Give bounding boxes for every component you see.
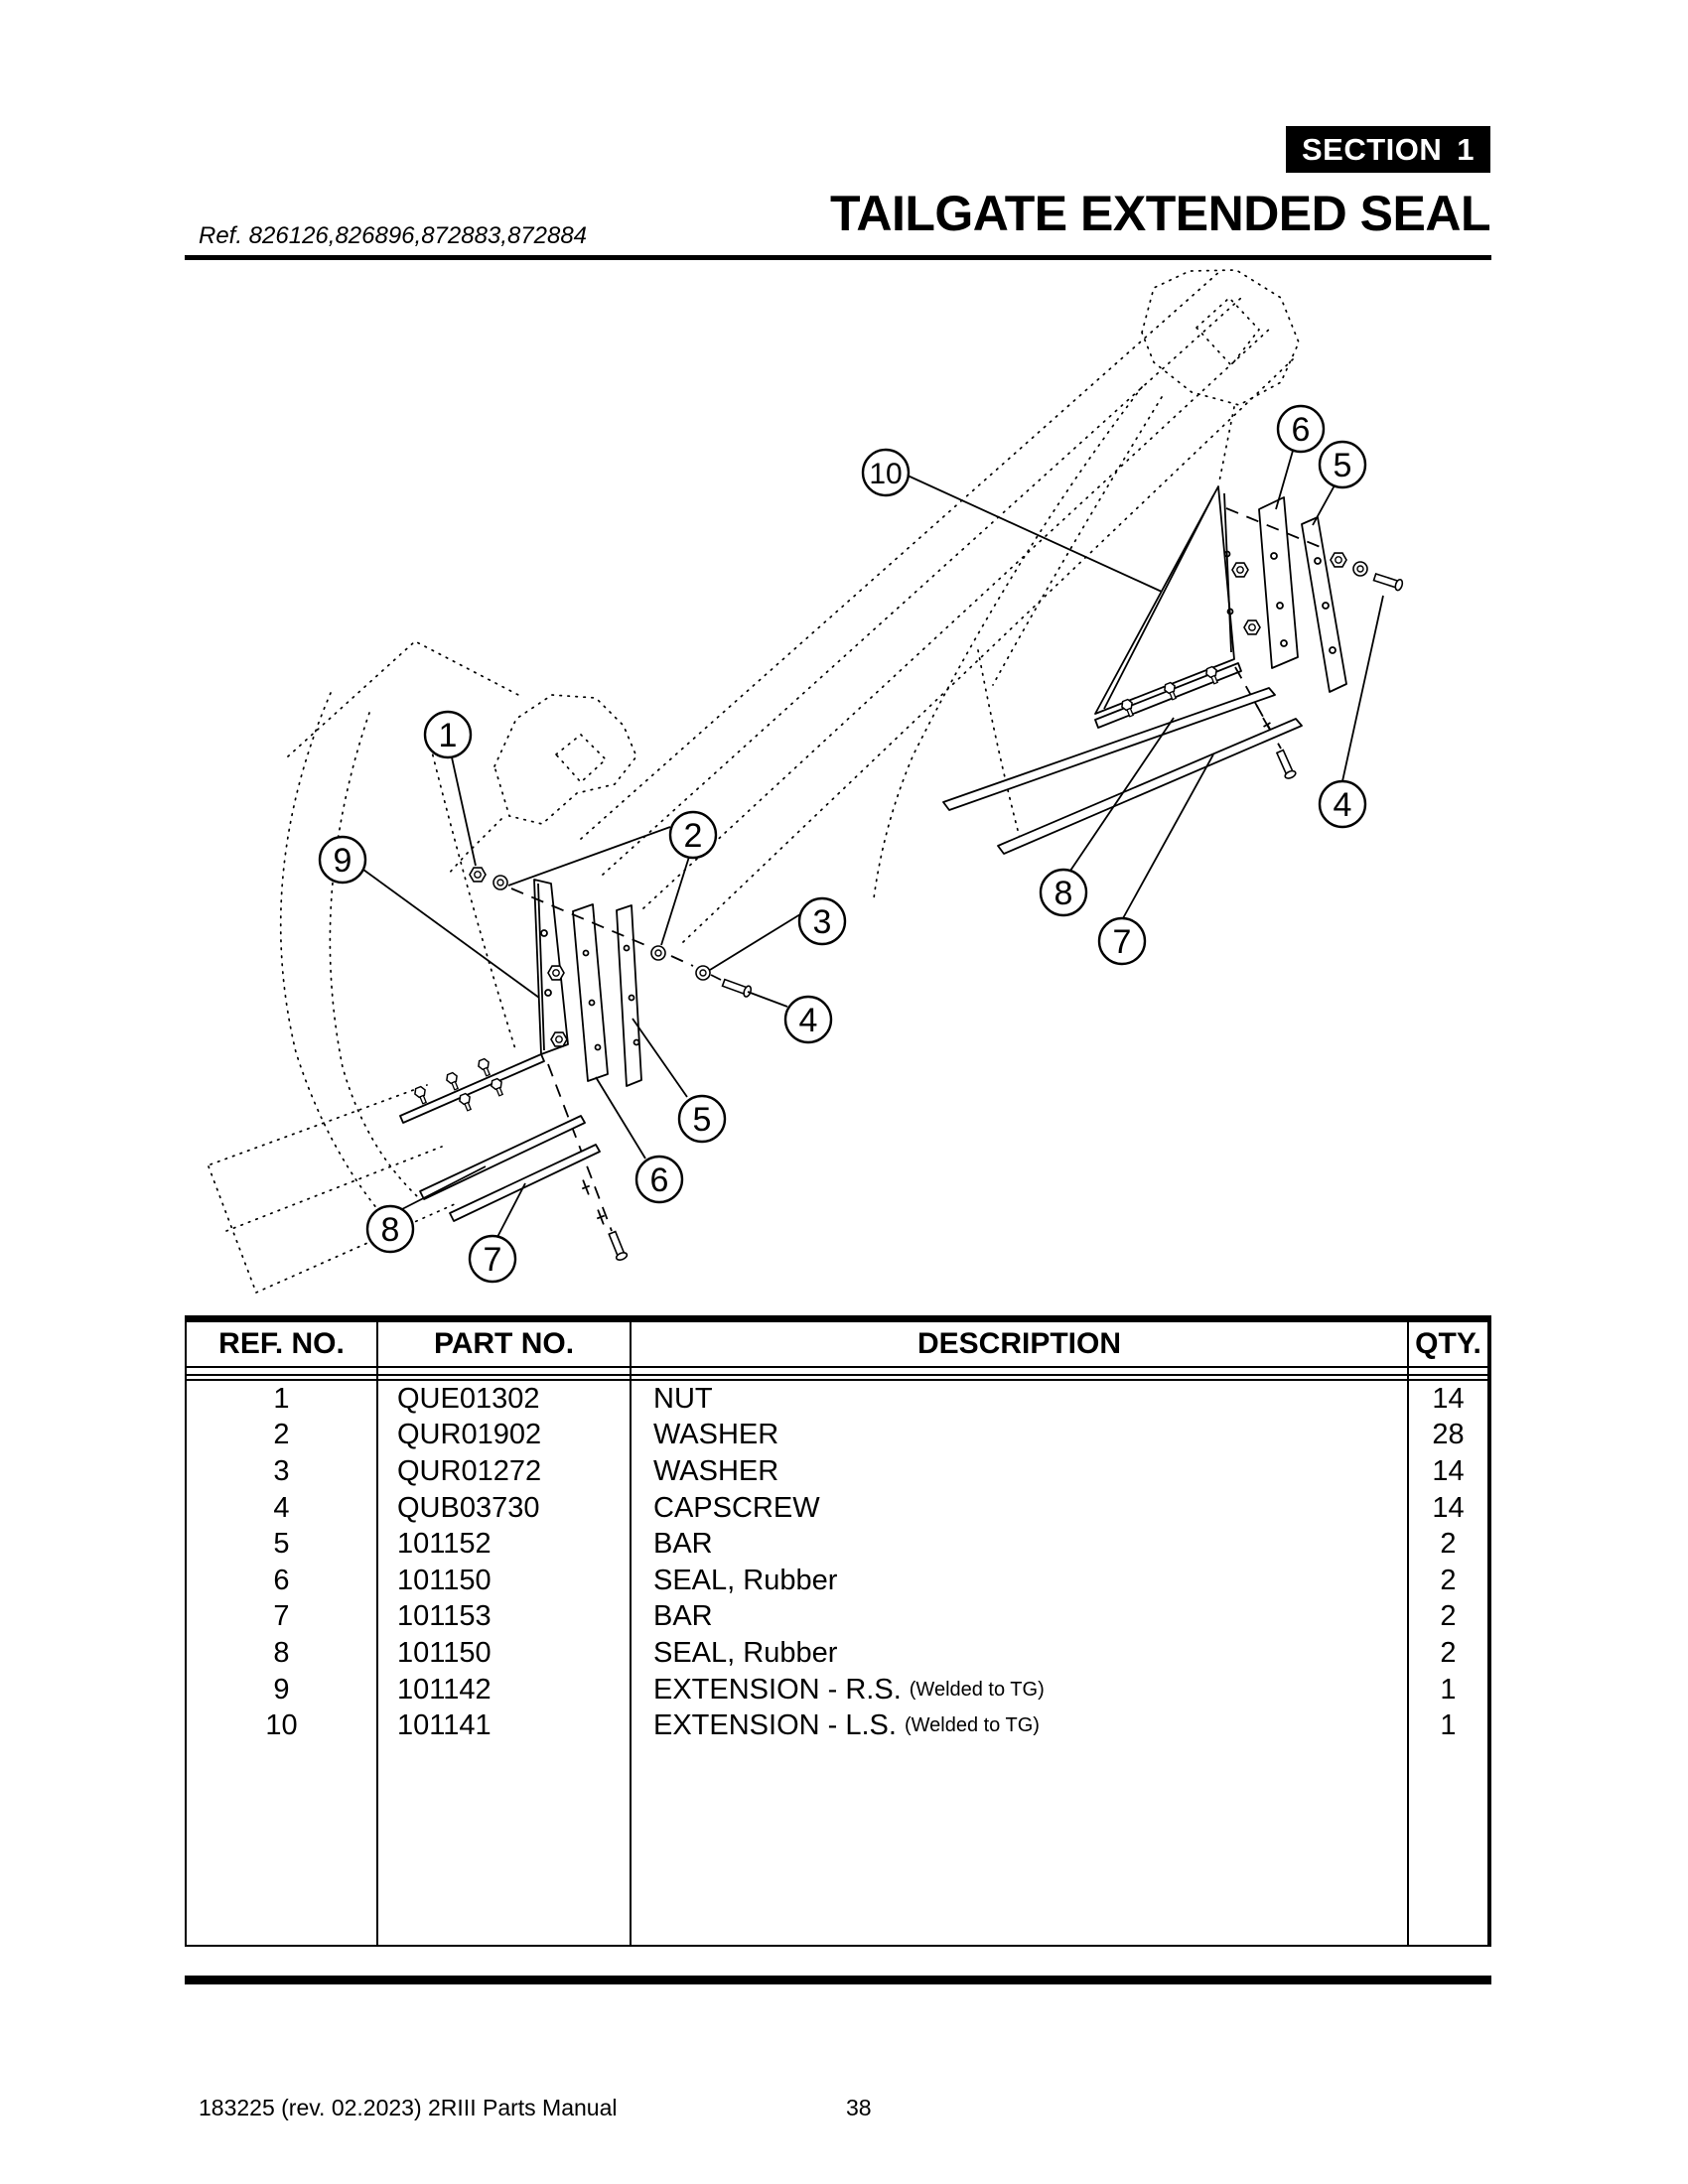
table-row-cell: 14: [1432, 1491, 1465, 1524]
footer-page-number: 38: [846, 2095, 872, 2120]
table-row-cell: 1: [1440, 1709, 1457, 1742]
callout-3: [799, 898, 845, 944]
description-note: (Welded to TG): [904, 1714, 1040, 1737]
svg-text:7: 7: [483, 1241, 502, 1280]
svg-text:3: 3: [812, 903, 832, 942]
table-row-cell: 101152: [397, 1528, 492, 1561]
table-row-cell: QUB03730: [397, 1491, 540, 1524]
svg-text:4: 4: [798, 1002, 818, 1040]
callout-7: [1099, 918, 1145, 964]
callout-2: [670, 812, 716, 858]
table-row-cell: QUR01272: [397, 1454, 542, 1487]
page-title: TAILGATE EXTENDED SEAL: [830, 186, 1490, 241]
column-description: [632, 1322, 1409, 1945]
svg-text:2: 2: [683, 817, 703, 856]
description-note: (Welded to TG): [909, 1678, 1045, 1701]
table-row-cell: WASHER: [653, 1419, 779, 1451]
column-header-description: DESCRIPTION: [632, 1322, 1407, 1368]
section-badge: [1286, 126, 1490, 173]
svg-text:8: 8: [380, 1211, 400, 1250]
callout-6: [636, 1157, 682, 1202]
column-header-part-no: PART NO.: [378, 1322, 630, 1368]
table-row-cell: QUE01302: [397, 1382, 540, 1415]
table-row-cell: 101150: [397, 1636, 492, 1669]
table-row-cell: EXTENSION - R.S. (Welded to TG): [653, 1673, 1045, 1706]
footer-document-info: 183225 (rev. 02.2023) 2RIII Parts Manual: [199, 2095, 618, 2120]
table-row-cell: 5: [273, 1528, 290, 1561]
table-row-cell: EXTENSION - L.S. (Welded to TG): [653, 1709, 1040, 1742]
svg-text:7: 7: [1112, 923, 1132, 962]
column-qty: [1409, 1322, 1489, 1945]
table-row-cell: 4: [273, 1491, 290, 1524]
callout-8: [367, 1206, 413, 1252]
svg-text:5: 5: [1333, 447, 1352, 485]
callout-6: [1278, 406, 1324, 452]
seal-strip: [573, 904, 608, 1081]
svg-text:9: 9: [333, 842, 352, 881]
table-row-cell: NUT: [653, 1382, 713, 1415]
table-row-cell: 7: [273, 1600, 290, 1633]
callout-4: [785, 997, 831, 1042]
machine-outline-dotted: [209, 270, 1299, 1293]
callout-4: [1320, 781, 1365, 827]
footer-rule: [185, 1976, 1491, 1984]
bar-strip-lower: [450, 1145, 600, 1221]
table-row-cell: 2: [1440, 1636, 1457, 1669]
table-row-cell: 6: [273, 1564, 290, 1596]
table-row-cell: 3: [273, 1454, 290, 1487]
callout-5: [1320, 442, 1365, 487]
bar-strip: [1302, 517, 1346, 692]
column-ref-no: [187, 1322, 378, 1945]
section-label: SECTION: [1302, 131, 1443, 167]
header-rule: [185, 255, 1491, 260]
table-row-cell: 2: [1440, 1564, 1457, 1596]
table-row-cell: 1: [273, 1382, 290, 1415]
svg-text:6: 6: [1291, 411, 1311, 450]
header-double-rule: [187, 1374, 1489, 1381]
callout-9: [320, 837, 365, 883]
table-row-cell: 2: [1440, 1600, 1457, 1633]
table-row-cell: WASHER: [653, 1454, 779, 1487]
leader-lines: [363, 451, 1383, 1237]
table-row-cell: SEAL, Rubber: [653, 1636, 838, 1669]
table-row-cell: BAR: [653, 1528, 713, 1561]
table-row-cell: 10: [265, 1709, 298, 1742]
column-part-no: [378, 1322, 632, 1945]
callout-5: [679, 1096, 725, 1142]
table-row-cell: 101150: [397, 1564, 492, 1596]
parts-table: [185, 1315, 1491, 1947]
table-row-cell: 101142: [397, 1673, 492, 1706]
nut-fastener: [470, 868, 486, 882]
table-row-cell: 2: [273, 1419, 290, 1451]
table-row-cell: 28: [1432, 1419, 1465, 1451]
table-row-cell: 14: [1432, 1382, 1465, 1415]
callout-7: [470, 1236, 515, 1282]
section-number: 1: [1457, 131, 1475, 167]
seal-strip: [1259, 497, 1298, 668]
svg-text:4: 4: [1333, 786, 1352, 825]
callout-8: [1041, 870, 1086, 915]
svg-text:1: 1: [438, 717, 458, 755]
callout-10: [863, 450, 909, 495]
left-assembly: [400, 868, 753, 1262]
capscrew-fastener: [722, 978, 753, 998]
table-row-cell: 101153: [397, 1600, 492, 1633]
svg-text:8: 8: [1054, 875, 1073, 913]
table-row-cell: BAR: [653, 1600, 713, 1633]
table-row-cell: QUR01902: [397, 1419, 542, 1451]
column-header-ref-no: REF. NO.: [187, 1322, 376, 1368]
table-row-cell: 8: [273, 1636, 290, 1669]
callout-1: [425, 712, 471, 757]
svg-text:6: 6: [649, 1161, 669, 1200]
table-row-cell: 1: [1440, 1673, 1457, 1706]
exploded-view-diagram: [149, 263, 1539, 1315]
column-header-qty: QTY.: [1409, 1322, 1487, 1368]
table-row-cell: SEAL, Rubber: [653, 1564, 838, 1596]
table-row-cell: 2: [1440, 1528, 1457, 1561]
svg-text:10: 10: [869, 457, 903, 490]
table-row-cell: 101141: [397, 1709, 492, 1742]
table-row-cell: 9: [273, 1673, 290, 1706]
reference-models: Ref. 826126,826896,872883,872884: [199, 222, 588, 249]
table-row-cell: 14: [1432, 1454, 1465, 1487]
svg-text:5: 5: [692, 1101, 712, 1140]
table-row-cell: CAPSCREW: [653, 1491, 820, 1524]
